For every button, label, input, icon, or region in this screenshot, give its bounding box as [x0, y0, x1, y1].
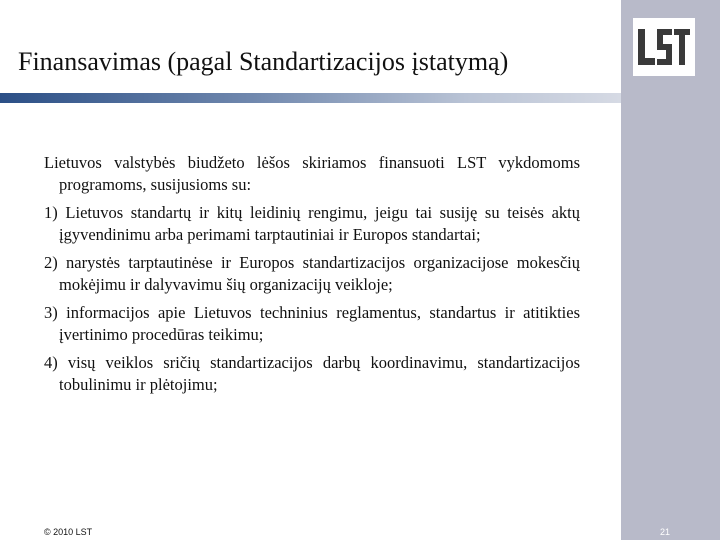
page-number: 21	[659, 527, 670, 537]
title-underline-bar	[0, 93, 621, 103]
slide-body	[44, 152, 580, 402]
slide-title: Finansavimas (pagal Standartizacijos įstatymą)	[18, 47, 509, 76]
list-item: 4) visų veiklos sričių standartizacijos darbų koordinavimu, standartizacijos tobulinimu ir plėtojimu;	[44, 353, 580, 394]
right-sidebar	[621, 0, 720, 540]
footer-copyright: © 2010 LST	[44, 527, 93, 537]
lst-logo-icon	[636, 25, 692, 69]
list-item: 2) narystės tarptautinėse ir Europos standartizacijos organizacijose mokesčių mokėjimu ir dalyvavimu šių organizacijų veikloje;	[44, 253, 580, 294]
list-item: 1) Lietuvos standartų ir kitų leidinių rengimu, jeigu tai susiję su teisės aktų įgyvendinimu arba perimami tarptautiniai ir Europos standartai;	[44, 203, 580, 244]
list-item: 3) informacijos apie Lietuvos techninius reglamentus, standartus ir atitikties įvertinimo procedūras teikimu;	[44, 303, 580, 344]
lst-logo	[633, 18, 695, 76]
intro-paragraph: Lietuvos valstybės biudžeto lėšos skiriamos finansuoti LST vykdomoms programoms, susijusioms su:	[44, 153, 580, 194]
